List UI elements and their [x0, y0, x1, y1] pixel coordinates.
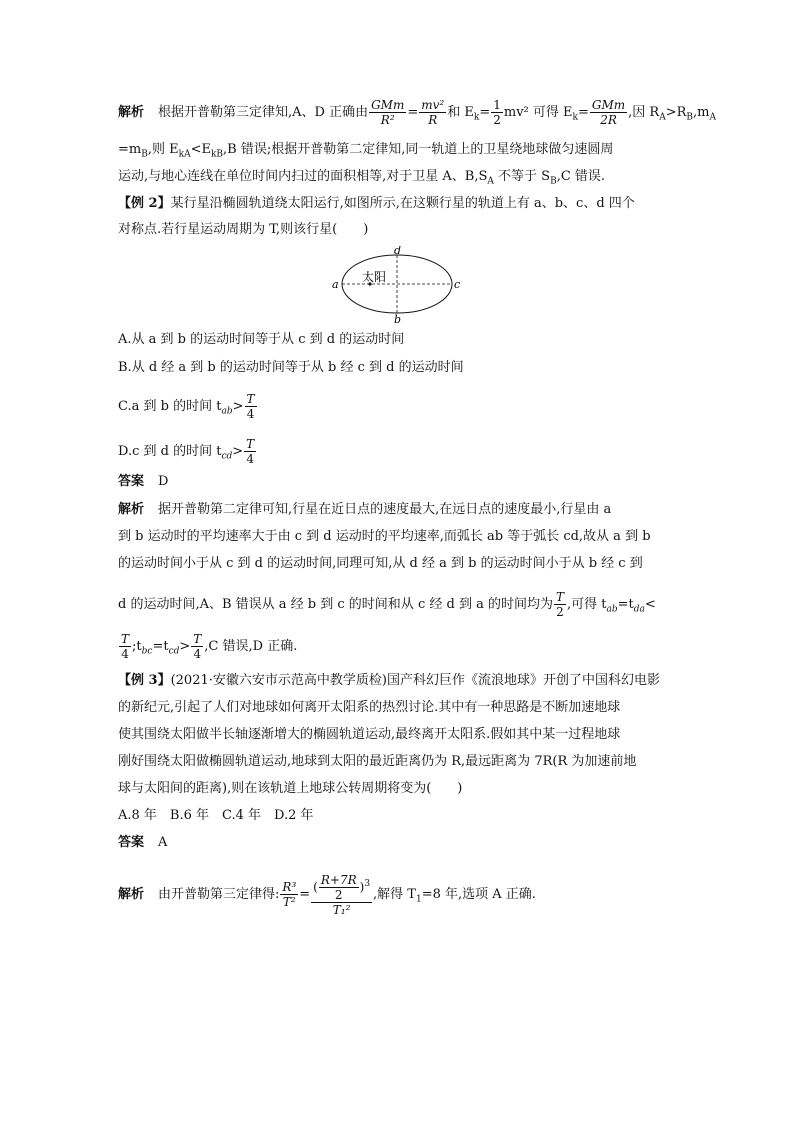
fraction-semi-major-axis: $\frac{R+7R}{2}$	[320, 872, 357, 902]
example3-options: A.8 年 B.6 年 C.4 年 D.2 年	[118, 808, 314, 823]
sun-label: 太阳	[362, 270, 387, 284]
example2-option-c: C.a 到 b 的时间 $t_{ab}>$ $\frac{T}{4}$	[118, 392, 255, 421]
fraction-r3-t2: $\frac{\text{R³}}{\text{T²}}$	[282, 880, 297, 909]
fraction-gmm-2r: $\frac{\text{GMm}}{2R}$	[591, 98, 626, 127]
example2-line1: 【例 2】某行星沿椭圆轨道绕太阳运行,如图所示,在这颗行星的轨道上有 a、b、c、d 四个	[118, 196, 635, 211]
fraction-mv2-r: $\frac{\text{mv²}}{R}$	[421, 98, 445, 127]
analysis2-line5: $\frac{T}{4}$ $;t_{bc}=t_{cd}>$ $\frac{T}{4}$ ,C 错误,D 正确.	[121, 632, 298, 661]
fraction-t-2: $\frac{T}{2}$	[555, 590, 564, 619]
fraction-t-4: $\frac{T}{4}$	[121, 632, 130, 661]
analysis2-line2: 到 b 运动时的平均速率大于由 c 到 d 运动时的平均速率,而弧长 ab 等于弧长 cd,故从 a 到 b	[118, 529, 651, 544]
point-a: a	[332, 278, 339, 291]
point-d: d	[394, 246, 402, 257]
fraction-one-half: $\frac{1}{2}$	[493, 98, 501, 127]
example3-line2: 的新纪元,引起了人们对地球如何离开太阳系的热烈讨论.其中有一种思路是不断加速地球	[118, 700, 621, 715]
example3-line4: 刚好围绕太阳做椭圆轨道运动,地球到太阳的最近距离仍为 R,最远距离为 7R(R 为加速前地	[118, 754, 637, 769]
fraction-t-4: $\frac{T}{4}$	[246, 437, 255, 466]
example2-option-a: A.从 a 到 b 的运动时间等于从 c 到 d 的运动时间	[118, 332, 405, 347]
analysis2-line4: d 的运动时间,A、B 错误从 a 经 b 到 c 的时间和从 c 经 d 到 a 的时间均为 $\frac{T}{2}$ ,可得 $t_{ab}=t_{da}<$	[118, 590, 656, 619]
point-c: c	[454, 278, 461, 291]
example2-answer: 答案 D	[118, 474, 169, 489]
analysis1-line2: $=m_B$,则 $E_{kA}<E_{kB},B$ 错误;根据开普勒第二定律知,同一轨道上的卫星绕地球做匀速圆周	[118, 142, 614, 160]
analysis1-line1: 解析 根据开普勒第三定律知,A、D 正确由 $\frac{\text{GMm}}{\text{R²}}$ = $\frac{\text{mv²}}{R}$ 和 $E_k=$ $\frac{1}{2}$ mv² 可得 $E_k=$ $\frac{\text{GMm}}{2R}$ ,因 $R_A>R_B,m_A$	[118, 98, 716, 127]
fraction-t-4: $\frac{T}{4}$	[246, 392, 255, 421]
fraction-gmm-r2: $\frac{\text{GMm}}{\text{R²}}$	[371, 98, 405, 127]
point-b: b	[394, 313, 402, 324]
analysis1-line3: 运动,与地心连线在单位时间内扫过的面积相等,对于卫星 A、$B,S_A$ 不等于 $S_B,C$ 错误.	[118, 169, 606, 187]
example2-line2: 对称点.若行星运动周期为 T,则该行星( )	[118, 222, 369, 237]
example2-option-b: B.从 d 经 a 到 b 的运动时间等于从 b 经 c 到 d 的运动时间	[118, 360, 464, 375]
example2-option-d: D.c 到 d 的时间 $t_{cd}>$ $\frac{T}{4}$	[118, 437, 255, 466]
fraction-t-4: $\frac{T}{4}$	[193, 632, 202, 661]
example3-line5: 球与太阳间的距离),则在该轨道上地球公转周期将变为( )	[118, 781, 463, 796]
analysis2-line3: 的运动时间小于从 c 到 d 的运动时间,同理可知,从 d 经 a 到 b 的运动时间小于从 b 经 c 到	[118, 556, 643, 571]
example3-line1: 【例 3】(2021·安徽六安市示范高中教学质检)国产科幻巨作《流浪地球》开创了中国科幻电影	[118, 673, 660, 688]
example3-answer: 答案 A	[118, 835, 168, 850]
orbit-diagram	[330, 246, 464, 324]
example3-line3: 使其围绕太阳做半长轴逐渐增大的椭圆轨道运动,最终离开太阳系.假如其中某一过程地球	[118, 727, 621, 742]
fraction-kepler-new-orbit: ( $\frac{R+7R}{2}$ )$^3$ T₁²	[313, 872, 371, 917]
analysis3-line1: 解析 由开普勒第三定律得: $\frac{\text{R³}}{\text{T²}}$ = ( $\frac{R+7R}{2}$ )$^3$ T₁² ,解得 $T_1=8$ 年,选项 A 正确.	[118, 872, 536, 917]
analysis2-line1: 解析 据开普勒第二定律可知,行星在近日点的速度最大,在远日点的速度最小,行星由 a	[118, 502, 612, 517]
